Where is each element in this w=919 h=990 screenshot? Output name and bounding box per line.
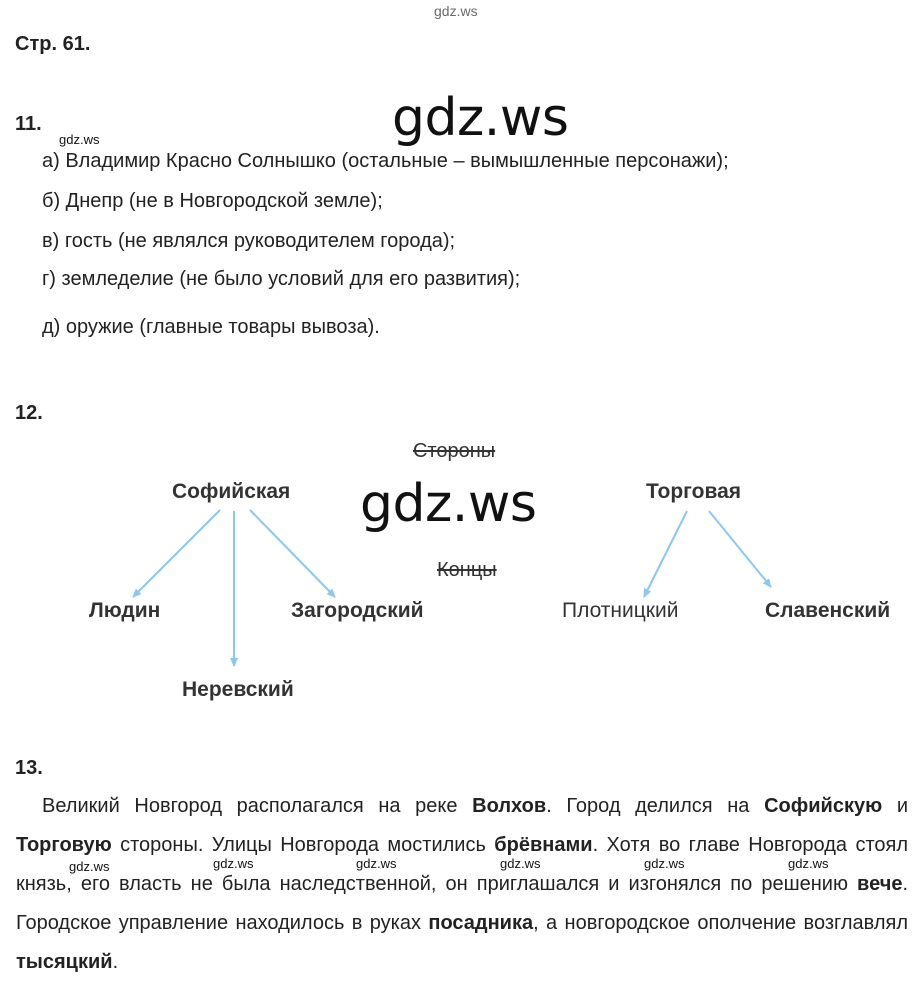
q13-answer-sofia: Софийскую [764, 795, 883, 817]
q13-text-6: . Городское управление находилось в руках [16, 873, 908, 934]
node-plotnitsky: Плотницкий [562, 599, 679, 622]
watermark-small-q11: gdz.ws [59, 132, 100, 147]
q13-answer-veche: вече [857, 873, 903, 895]
node-slavensky: Славенский [765, 599, 891, 622]
q13-text-3: и [882, 795, 908, 817]
q13-answer-posadnik: посадника [428, 912, 534, 934]
watermark-small-row-3: gdz.ws [356, 856, 397, 871]
q13-text-8: . [112, 951, 119, 973]
q12-number: 12. [15, 402, 43, 424]
node-sofia-side: Софийская [172, 480, 291, 503]
watermark-large-1: gdz.ws [392, 88, 569, 148]
watermark-large-2: gdz.ws [360, 474, 537, 534]
arrow-sofia-ljudin [133, 510, 220, 597]
watermark-small-row-5: gdz.ws [644, 856, 685, 871]
node-torg-side: Торговая [646, 480, 742, 503]
q13-answer-torg: Торговую [16, 834, 112, 856]
q13-text-7: , а новгородское ополчение возглавлял [533, 912, 909, 934]
arrow-torg-plotnitsky [644, 511, 687, 597]
sides-label: Стороны [413, 440, 496, 462]
q11-item-d: г) земледелие (не было условий для его развития); [42, 268, 521, 290]
ends-label: Концы [437, 559, 497, 581]
q11-item-e: д) оружие (главные товары вывоза). [42, 316, 380, 338]
q11-number: 11. [15, 113, 42, 135]
q13-text-5: . Хотя во главе Новгорода стоял князь, его власть не была наследственной, он приглашался и изгонялся по решению [16, 834, 908, 895]
node-nerevsky: Неревский [182, 678, 294, 701]
arrow-torg-slavensky [709, 511, 771, 587]
node-ljudin: Людин [89, 599, 161, 622]
q13-paragraph [16, 787, 908, 982]
watermark-small-row-2: gdz.ws [213, 856, 254, 871]
q13-number: 13. [15, 757, 43, 779]
q11-item-c: в) гость (не являлся руководителем города); [42, 230, 456, 252]
node-zagorodsky: Загородский [291, 599, 424, 622]
watermark-small-row-4: gdz.ws [500, 856, 541, 871]
q13-text-2: . Город делился на [546, 795, 765, 817]
watermark-small-row-1: gdz.ws [69, 859, 110, 874]
q13-text-4: стороны. Улицы Новгорода мостились [111, 834, 495, 856]
q11-item-b: б) Днепр (не в Новгородской земле); [42, 190, 383, 212]
arrow-sofia-zagorodsky [250, 510, 335, 597]
q13-answer-tysyatsky: тысяцкий [16, 951, 113, 973]
watermark-top: gdz.ws [434, 3, 478, 19]
watermark-small-row-6: gdz.ws [788, 856, 829, 871]
q11-item-a: а) Владимир Красно Солнышко (остальные – вымышленные персонажи); [42, 150, 729, 172]
q13-text-1: Великий Новгород располагался на реке [42, 795, 473, 817]
page-label: Стр. 61. [15, 33, 91, 55]
q13-answer-volkhov: Волхов [472, 795, 547, 817]
q13-answer-logs: брёвнами [494, 834, 593, 856]
